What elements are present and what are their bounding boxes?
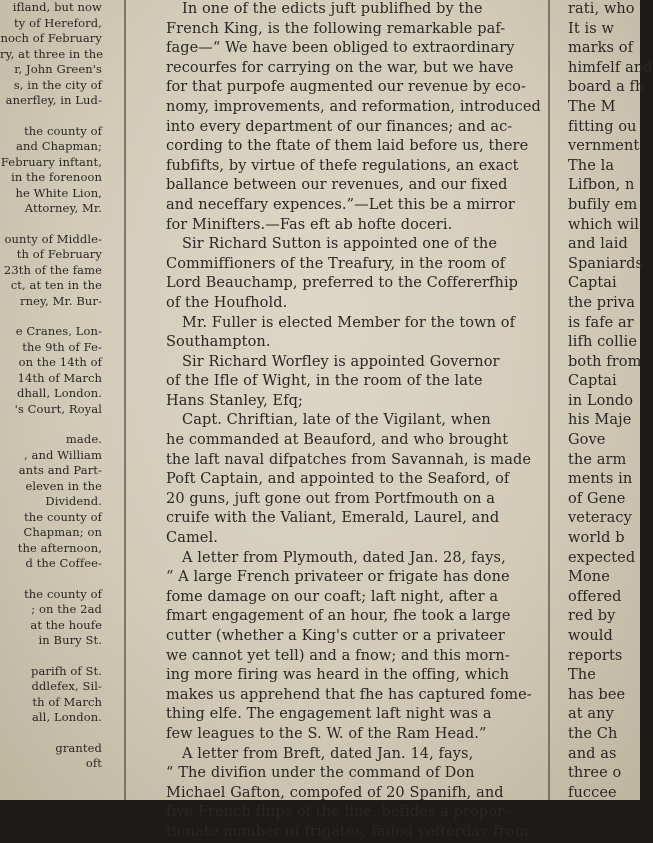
article-line: nomy, improvements, and reformation, introduced xyxy=(166,98,541,115)
column-rule-left xyxy=(124,0,126,800)
left-column-line: ifland, but now xyxy=(12,0,102,14)
left-column-line: and Chapman; xyxy=(16,139,102,153)
article-line: and neceffary expences.”—Let this be a mirror xyxy=(166,196,515,213)
left-column-line: the county of xyxy=(24,586,102,601)
right-column-line: board a fh xyxy=(568,79,645,96)
article-line: “ The divifion under the command of Don xyxy=(166,765,475,782)
article-line: Commiffioners of the Treafury, in the room of xyxy=(166,255,506,272)
right-column-line: the arm xyxy=(568,451,627,468)
left-column-line: th of March xyxy=(32,694,102,709)
article-line: cording to the ftate of them laid before us, there xyxy=(166,138,529,155)
article-line: A letter from Plymouth, dated Jan. 28, fays, xyxy=(182,549,506,566)
left-column-line: anerfley, in Lud- xyxy=(5,93,102,107)
right-column-line: It is w xyxy=(568,20,614,37)
left-column-line: the afternoon, xyxy=(17,540,102,555)
right-column-line: has bee xyxy=(568,686,626,703)
article-line: fage—“ We have been obliged to extraordinary xyxy=(166,40,515,57)
left-column-line: ants and Part- xyxy=(18,463,102,477)
right-column-line: Lifbon, n xyxy=(568,177,635,194)
right-column-line: himfelf and xyxy=(568,59,653,76)
left-column-line: ry, at three in the xyxy=(0,46,104,61)
left-column-line: r, John Green's xyxy=(14,62,102,76)
right-column-line: Captai xyxy=(568,373,617,390)
left-column-line: d the Coffee- xyxy=(25,556,102,570)
article-line: In one of the edicts juft publifhed by the xyxy=(182,1,483,17)
left-column-line: , and William xyxy=(24,447,102,462)
left-column-line: all, London. xyxy=(31,710,102,724)
right-column-line: of Gene xyxy=(568,490,626,507)
left-column-line: th of February xyxy=(16,247,102,261)
left-column-line: oft xyxy=(85,756,102,770)
article-line: tionate number of frigates, failed yefterday from xyxy=(166,823,529,840)
right-column-line: marks of xyxy=(568,40,634,57)
article-line: ballance between our revenues, and our fixed xyxy=(166,177,508,194)
article-line: he commanded at Beauford, and who brought xyxy=(166,432,509,449)
article-line: fubfifts, by virtue of thefe regulations, an exact xyxy=(166,157,519,174)
article-line: French King, is the following remarkable paf- xyxy=(166,20,506,37)
left-column-line: ty of Hereford, xyxy=(14,15,102,30)
left-column-line: 23th of the fame xyxy=(3,262,102,277)
right-column-line: his Maje xyxy=(568,412,632,429)
article-line: of the Ifle of Wight, in the room of the late xyxy=(166,373,483,390)
left-column-line: s, in the city of xyxy=(13,77,102,92)
right-column-line: expected xyxy=(568,549,636,566)
article-line: Hans Stanley, Efq; xyxy=(166,392,304,409)
right-column-line: offered xyxy=(568,588,622,605)
left-column-line: February inftant, xyxy=(0,154,102,169)
left-column-line: Dividend. xyxy=(45,494,102,508)
right-column-line: fitting ou xyxy=(568,118,637,135)
center-column xyxy=(144,0,541,843)
article-line: the laft naval difpatches from Savannah, is made xyxy=(166,451,532,468)
left-column-line: made. xyxy=(65,432,102,446)
article-line: ing more firing was heard in the offing, which xyxy=(166,667,510,684)
right-column-line: Gove xyxy=(568,432,606,449)
article-line: Lord Beauchamp, preferred to the Coffererfhip xyxy=(166,275,519,292)
article-line: makes us apprehend that fhe has captured fome- xyxy=(166,686,532,703)
right-column-line: both from xyxy=(568,353,642,370)
left-column xyxy=(0,0,108,772)
left-column-line xyxy=(0,649,108,664)
article-line: recourfes for carrying on the war, but we have xyxy=(166,59,514,76)
article-line: few leagues to the S. W. of the Ram Head.” xyxy=(166,725,487,742)
right-column-line: the priva xyxy=(568,294,635,311)
right-column-line: Captai xyxy=(568,275,617,292)
article-line: “ A large French privateer or frigate has done xyxy=(166,569,510,586)
right-column-line: The la xyxy=(568,157,615,174)
left-column-line: eleven in the xyxy=(25,478,102,493)
article-line: cutter (whether a King's cutter or a privateer xyxy=(166,628,505,644)
right-column-line: reports xyxy=(568,647,623,664)
right-column-line: which wil xyxy=(568,216,640,233)
left-column-line: in Bury St. xyxy=(38,633,102,647)
right-column-line: the Ch xyxy=(568,725,618,742)
article-line: Sir Richard Worfley is appointed Governor xyxy=(182,353,500,370)
left-column-line: ddlefex, Sil- xyxy=(31,679,102,693)
right-column-line: in Londo xyxy=(568,392,634,409)
right-column-line: vernment xyxy=(568,138,640,155)
left-column-line: parifh of St. xyxy=(30,663,102,678)
left-column-line: rney, Mr. Bur- xyxy=(20,293,102,308)
article-line: A letter from Breft, dated Jan. 14, fays, xyxy=(182,745,474,762)
article-line: cruife with the Valiant, Emerald, Laurel, and xyxy=(166,510,500,527)
right-column-line: and laid xyxy=(568,236,628,253)
left-column-line: 14th of March xyxy=(17,370,102,385)
right-column-line: bufily em xyxy=(568,196,638,213)
left-column-line: the 9th of Fe- xyxy=(22,339,102,354)
right-column-line: veteracy xyxy=(568,510,632,527)
article-line: Southampton. xyxy=(166,334,271,351)
left-column-line: noch of February xyxy=(0,31,102,45)
left-column-line: 's Court, Royal xyxy=(14,401,102,416)
left-column-line xyxy=(0,726,108,741)
right-column-line: Spaniards xyxy=(568,255,644,272)
right-column-line: at any xyxy=(568,706,614,723)
article-line: Capt. Chriftian, late of the Vigilant, when xyxy=(182,412,491,429)
left-column-line xyxy=(0,109,108,124)
left-column-line xyxy=(0,217,108,232)
left-column-line: ct, at ten in the xyxy=(10,278,102,292)
article-line: Michael Gafton, compofed of 20 Spanifh, and xyxy=(166,784,504,801)
article-line: five French fhips of the line, befides a propor- xyxy=(166,804,510,821)
left-column-line: the county of xyxy=(24,509,102,524)
article-line: for Minifters.—Fas eft ab hofte doceri. xyxy=(166,216,453,233)
left-column-line: he White Lion, xyxy=(15,185,102,200)
right-column-line: ments in xyxy=(568,471,633,488)
right-column-line: rati, who xyxy=(568,1,635,17)
right-column-line: red by xyxy=(568,608,616,625)
left-column-line xyxy=(0,572,108,587)
article-line: Sir Richard Sutton is appointed one of the xyxy=(182,236,498,253)
article-line: Poft Captain, and appointed to the Seaford, of xyxy=(166,471,510,488)
left-column-line xyxy=(0,309,108,324)
left-column-line: at the houfe xyxy=(30,617,102,632)
right-column-line: lifh collie xyxy=(568,334,638,351)
left-column-line: ; on the 2ad xyxy=(31,602,102,616)
article-line: into every department of our finances; and ac- xyxy=(166,118,513,135)
right-column-line: The M xyxy=(568,98,616,115)
article-line: fome damage on our coaft; laft night, after a xyxy=(166,588,499,605)
article-line: fmart engagement of an hour, fhe took a large xyxy=(166,608,511,625)
right-column-line: and as xyxy=(568,745,617,762)
left-column-line: ounty of Middle- xyxy=(4,231,102,246)
right-column xyxy=(560,0,653,803)
right-column-line: The xyxy=(568,667,596,684)
article-line: for that purpofe augmented our revenue by eco- xyxy=(166,79,527,96)
right-column-line: world b xyxy=(568,530,625,547)
article-line: we cannot yet tell) and a fnow; and this morn- xyxy=(166,647,510,664)
column-rule-right xyxy=(548,0,550,800)
left-column-line: in the forenoon xyxy=(11,170,102,184)
right-column-line: Mone xyxy=(568,569,610,586)
left-column-line xyxy=(0,417,108,432)
right-column-line: would xyxy=(568,628,613,644)
left-column-line: Chapman; on xyxy=(23,525,102,539)
article-line: 20 guns, juft gone out from Portfmouth on a xyxy=(166,490,495,507)
left-column-line: Attorney, Mr. xyxy=(24,201,102,215)
article-line: of the Houfhold. xyxy=(166,294,288,311)
right-column-line: three o xyxy=(568,765,622,782)
left-column-line: the county of xyxy=(24,123,102,138)
article-line: thing elfe. The engagement laft night was a xyxy=(166,706,492,723)
left-column-line: dhall, London. xyxy=(16,386,102,400)
left-column-line: granted xyxy=(55,740,102,755)
left-column-line: on the 14th of xyxy=(18,355,102,369)
left-column-line: e Cranes, Lon- xyxy=(15,324,102,338)
right-column-line: is fafe ar xyxy=(568,314,634,331)
article-line: Camel. xyxy=(166,530,218,547)
article-line: Mr. Fuller is elected Member for the town of xyxy=(182,314,516,331)
right-column-line: fuccee xyxy=(568,784,617,801)
